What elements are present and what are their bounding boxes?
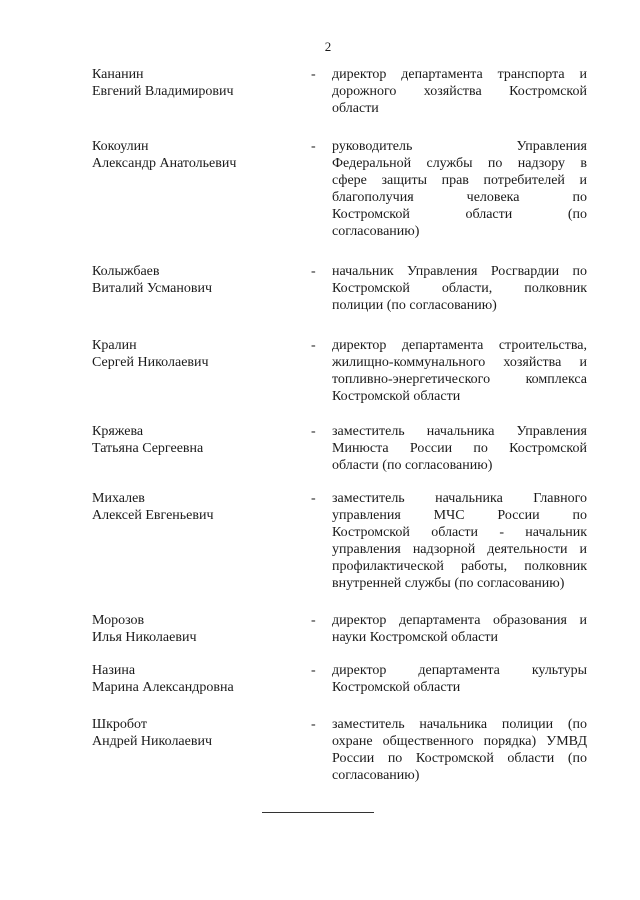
position-line: жилищно-коммунального хозяйства и: [332, 355, 587, 370]
member-given-names: Татьяна Сергеевна: [92, 441, 204, 456]
position-line: управления надзорной деятельности и: [332, 542, 587, 557]
member-name: [92, 612, 292, 646]
member-given-names: Андрей Николаевич: [92, 734, 212, 749]
position-line: профилактической работы, полковник: [332, 559, 587, 574]
separator-dash: -: [311, 491, 316, 506]
member-given-names: Виталий Усманович: [92, 281, 212, 296]
position-line: руководитель Управления: [332, 139, 587, 154]
position-line: директор департамента культуры: [332, 663, 587, 678]
member-given-names: Евгений Владимирович: [92, 84, 234, 99]
position-line: согласованию): [332, 768, 420, 783]
position-line: начальник Управления Росгвардии по: [332, 264, 587, 279]
separator-dash: -: [311, 663, 316, 678]
member-position: [332, 138, 587, 240]
member-position: [332, 612, 587, 646]
position-line: Костромской области: [332, 389, 461, 404]
position-line: заместитель начальника Главного: [332, 491, 587, 506]
member-position: [332, 716, 587, 784]
member-surname: Морозов: [92, 613, 145, 628]
member-name: [92, 490, 292, 524]
position-line: управления МЧС России по: [332, 508, 587, 523]
position-line: согласованию): [332, 224, 420, 239]
position-line: полиции (по согласованию): [332, 298, 497, 313]
position-line: директор департамента транспорта и: [332, 67, 587, 82]
member-surname: Шкробот: [92, 717, 147, 732]
position-line: топливно-энергетического комплекса: [332, 372, 587, 387]
page-number: 2: [324, 39, 332, 54]
member-given-names: Александр Анатольевич: [92, 156, 237, 171]
position-line: директор департамента строительства,: [332, 338, 587, 353]
member-given-names: Алексей Евгеньевич: [92, 508, 214, 523]
member-given-names: Сергей Николаевич: [92, 355, 209, 370]
member-position: [332, 337, 587, 405]
separator-dash: -: [311, 424, 316, 439]
position-line: области: [332, 101, 379, 116]
separator-dash: -: [311, 338, 316, 353]
position-line: Костромской области, полковник: [332, 281, 587, 296]
position-line: Костромской области: [332, 680, 461, 695]
position-line: Костромской области - начальник: [332, 525, 587, 540]
member-given-names: Илья Николаевич: [92, 630, 197, 645]
member-position: [332, 662, 587, 696]
member-position: [332, 263, 587, 314]
separator-dash: -: [311, 613, 316, 628]
position-line: заместитель начальника Управления: [332, 424, 587, 439]
member-surname: Кананин: [92, 67, 144, 82]
separator-dash: -: [311, 264, 316, 279]
position-line: благополучия человека по: [332, 190, 587, 205]
position-line: области (по согласованию): [332, 458, 493, 473]
member-name: [92, 66, 292, 100]
separator-dash: -: [311, 717, 316, 732]
member-name: [92, 716, 292, 750]
member-surname: Кралин: [92, 338, 137, 353]
position-line: Федеральной службы по надзору в: [332, 156, 587, 171]
member-name: [92, 263, 292, 297]
end-rule: [262, 812, 374, 813]
member-surname: Михалев: [92, 491, 145, 506]
member-position: [332, 490, 587, 592]
member-surname: Назина: [92, 663, 136, 678]
separator-dash: -: [311, 67, 316, 82]
member-position: [332, 66, 587, 117]
member-name: [92, 423, 292, 457]
member-surname: Кокоулин: [92, 139, 149, 154]
member-name: [92, 662, 292, 696]
member-name: [92, 138, 292, 172]
member-name: [92, 337, 292, 371]
separator-dash: -: [311, 139, 316, 154]
position-line: науки Костромской области: [332, 630, 498, 645]
position-line: заместитель начальника полиции (по: [332, 717, 587, 732]
position-line: Костромской области (по: [332, 207, 587, 222]
member-position: [332, 423, 587, 474]
position-line: дорожного хозяйства Костромской: [332, 84, 587, 99]
member-given-names: Марина Александровна: [92, 680, 234, 695]
position-line: сфере защиты прав потребителей и: [332, 173, 587, 188]
member-surname: Кряжева: [92, 424, 144, 439]
position-line: Минюста России по Костромской: [332, 441, 587, 456]
member-surname: Колыжбаев: [92, 264, 160, 279]
position-line: директор департамента образования и: [332, 613, 587, 628]
position-line: России по Костромской области (по: [332, 751, 587, 766]
position-line: внутренней службы (по согласованию): [332, 576, 565, 591]
position-line: охране общественного порядка) УМВД: [332, 734, 587, 749]
